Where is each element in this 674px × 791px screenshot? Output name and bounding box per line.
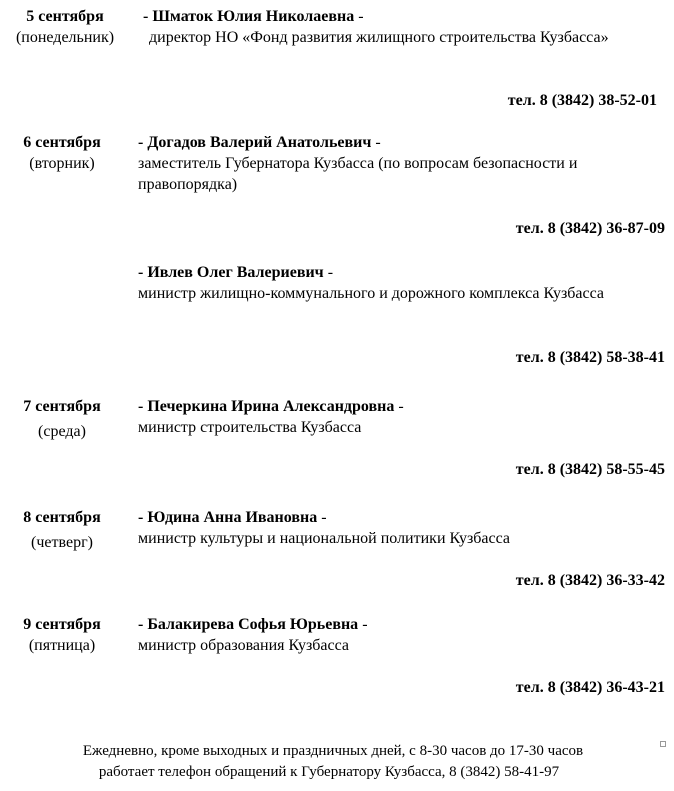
name-dash: -	[394, 398, 404, 415]
day-date: 5 сентября	[26, 8, 104, 25]
day-date: 9 сентября	[23, 616, 101, 633]
official-entry	[138, 396, 668, 438]
phone-number: тел. 8 (3842) 36-43-21	[515, 679, 665, 696]
day-date: 7 сентября	[23, 398, 101, 415]
day-date-block	[0, 507, 124, 553]
phone-number: тел. 8 (3842) 36-87-09	[515, 220, 665, 237]
day-weekday: (пятница)	[28, 637, 96, 654]
official-entry	[143, 6, 623, 48]
day-weekday: (вторник)	[29, 155, 95, 172]
phone-number: тел. 8 (3842) 58-55-45	[515, 461, 665, 478]
official-position: министр культуры и национальной политики Кузбасса	[138, 530, 511, 547]
footer-line: работает телефон обращений к Губернатору Кузбасса, 8 (3842) 58-41-97	[98, 764, 560, 780]
official-entry	[138, 132, 668, 195]
day-date-block	[3, 6, 127, 48]
footer-note	[0, 741, 674, 783]
day-weekday: (среда)	[38, 423, 86, 440]
official-name: - Шматок Юлия Николаевна	[143, 8, 355, 25]
official-position: заместитель Губернатора Кузбасса (по вопросам безопасности и правопорядка)	[138, 155, 578, 193]
day-date-block	[0, 132, 124, 174]
phone-number: тел. 8 (3842) 58-38-41	[515, 349, 665, 366]
name-dash: -	[371, 134, 381, 151]
official-entry	[138, 507, 668, 549]
official-position: министр жилищно-коммунального и дорожного комплекса Кузбасса	[138, 285, 605, 302]
day-date: 6 сентября	[23, 134, 101, 151]
name-dash: -	[358, 616, 368, 633]
official-entry	[138, 262, 668, 304]
day-weekday: (четверг)	[31, 534, 93, 551]
official-name: - Печеркина Ирина Александровна	[138, 398, 395, 415]
day-date-block	[0, 614, 124, 656]
phone-number: тел. 8 (3842) 36-33-42	[515, 572, 665, 589]
official-position: министр строительства Кузбасса	[138, 419, 362, 436]
official-position: министр образования Кузбасса	[138, 637, 350, 654]
day-date-block	[0, 396, 124, 442]
phone-number: тел. 8 (3842) 38-52-01	[507, 92, 657, 109]
day-weekday: (понедельник)	[15, 29, 115, 46]
official-position: директор НО «Фонд развития жилищного строительства Кузбасса»	[149, 29, 609, 46]
official-name: - Юдина Анна Ивановна	[138, 509, 318, 526]
official-entry	[138, 614, 668, 656]
official-name: - Ивлев Олег Валериевич	[138, 264, 324, 281]
official-name: - Балакирева Софья Юрьевна	[138, 616, 359, 633]
square-bullet-icon	[660, 741, 666, 747]
day-date: 8 сентября	[23, 509, 101, 526]
name-dash: -	[323, 264, 334, 281]
name-dash: -	[317, 509, 327, 526]
footer-line: Ежедневно, кроме выходных и праздничных дней, с 8-30 часов до 17-30 часов	[82, 743, 584, 759]
official-name: - Догадов Валерий Анатольевич	[138, 134, 372, 151]
name-dash: -	[354, 8, 364, 25]
